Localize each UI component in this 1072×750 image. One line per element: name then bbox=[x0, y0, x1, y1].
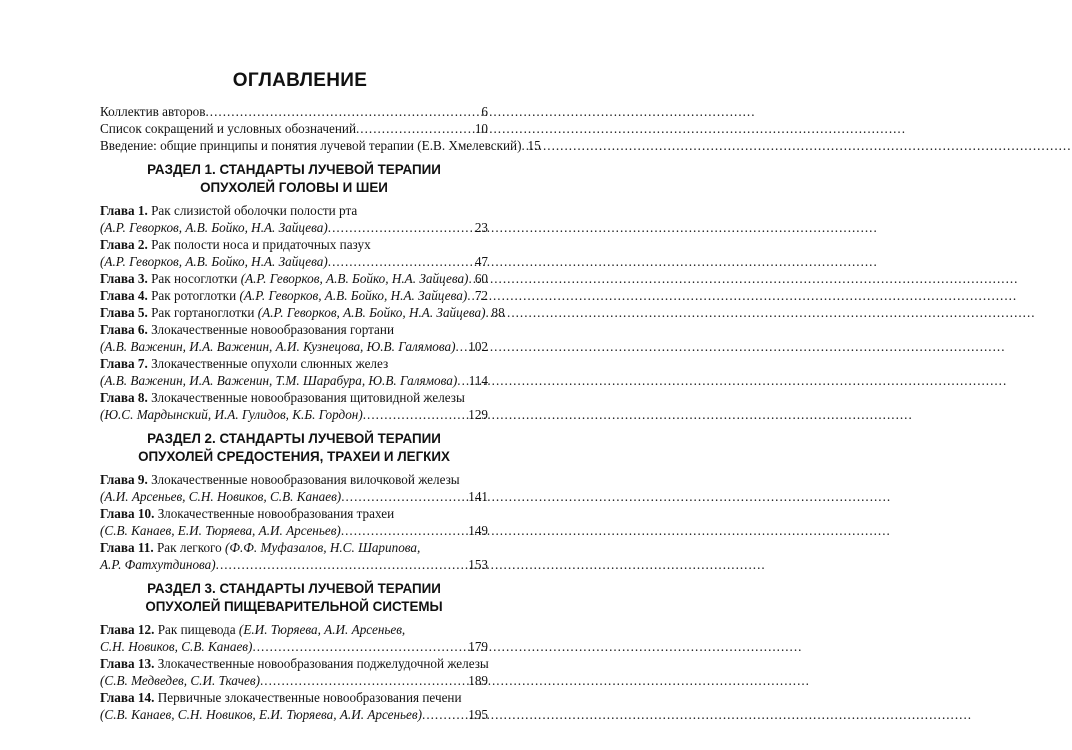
dot-leader bbox=[356, 120, 475, 137]
page-number: 102 bbox=[468, 339, 488, 354]
chapter-authors: (Ю.С. Мардынский, И.А. Гулидов, К.Б. Гордон) bbox=[100, 407, 363, 422]
chapter-entry[interactable] bbox=[100, 355, 488, 372]
chapter-entry[interactable] bbox=[100, 471, 488, 488]
page-number: 179 bbox=[468, 639, 488, 654]
toc-entry[interactable] bbox=[100, 103, 488, 120]
page-number: 129 bbox=[468, 407, 488, 422]
chapter-title: Первичные злокачественные новообразования печени bbox=[157, 690, 462, 705]
dot-leader bbox=[206, 103, 482, 120]
chapter-label: Глава 4. bbox=[100, 288, 148, 303]
chapter-label: Глава 6. bbox=[100, 322, 148, 337]
chapter-title-line bbox=[100, 287, 467, 304]
chapter-authors: (А.В. Важенин, И.А. Важенин, А.И. Кузнецова, Ю.В. Галямова) bbox=[100, 339, 456, 354]
table-of-contents bbox=[100, 103, 541, 723]
chapter-entry[interactable] bbox=[100, 655, 488, 672]
page-number: 153 bbox=[468, 557, 488, 572]
entry-title: Коллектив авторов bbox=[100, 104, 206, 119]
chapter-authors-line[interactable] bbox=[100, 219, 488, 236]
chapter-title-line bbox=[100, 539, 420, 556]
page-number: 149 bbox=[468, 523, 488, 538]
dot-leader bbox=[328, 253, 475, 270]
chapter-authors: (Е.И. Тюряева, А.И. Арсеньев, bbox=[238, 622, 406, 637]
chapter-title-line bbox=[100, 304, 486, 321]
chapter-entry[interactable] bbox=[100, 287, 488, 304]
sections-container bbox=[100, 161, 505, 723]
chapter-authors: (А.И. Арсеньев, С.Н. Новиков, С.В. Канаев) bbox=[100, 489, 342, 504]
chapter-authors-line[interactable] bbox=[100, 488, 488, 505]
entry-title: Введение: общие принципы и понятия лучевой терапии (Е.В. Хмелевский) bbox=[100, 138, 522, 153]
dot-leader bbox=[341, 522, 468, 539]
chapter-authors: (Ф.Ф. Муфазалов, Н.С. Шарипова, bbox=[225, 540, 421, 555]
page-number: 114 bbox=[468, 373, 488, 388]
chapter-authors-line[interactable] bbox=[100, 253, 488, 270]
chapter-title: Злокачественные новообразования щитовидной железы bbox=[151, 390, 465, 405]
dot-leader bbox=[341, 488, 468, 505]
dot-leader bbox=[422, 706, 468, 723]
chapter-authors: (А.Р. Геворков, А.В. Бойко, Н.А. Зайцева) bbox=[240, 271, 469, 286]
toc-title: ОГЛАВЛЕНИЕ bbox=[232, 70, 368, 91]
dot-leader bbox=[457, 372, 468, 389]
chapter-authors: А.Р. Фатхутдинова) bbox=[100, 557, 216, 572]
section-heading-line: РАЗДЕЛ 2. СТАНДАРТЫ ЛУЧЕВОЙ ТЕРАПИИ bbox=[147, 431, 441, 446]
page-number: 141 bbox=[468, 489, 488, 504]
chapter-authors-line[interactable] bbox=[100, 338, 488, 355]
section-heading-line: ОПУХОЛЕЙ СРЕДОСТЕНИЯ, ТРАХЕИ И ЛЕГКИХ bbox=[138, 449, 450, 464]
chapter-label: Глава 5. bbox=[100, 305, 148, 320]
chapter-label: Глава 9. bbox=[100, 472, 148, 487]
chapter-title: Рак пищевода bbox=[157, 622, 236, 637]
dot-leader bbox=[467, 287, 475, 304]
chapter-label: Глава 13. bbox=[100, 656, 155, 671]
chapter-title: Рак слизистой оболочки полости рта bbox=[151, 203, 358, 218]
dot-leader bbox=[252, 638, 468, 655]
page-number: 6 bbox=[481, 104, 488, 119]
chapter-title: Рак ротоглотки bbox=[151, 288, 237, 303]
page-number: 60 bbox=[474, 271, 488, 286]
dot-leader bbox=[216, 556, 469, 573]
chapter-title-line bbox=[100, 355, 388, 372]
chapter-entry[interactable] bbox=[100, 304, 505, 321]
chapter-entry[interactable] bbox=[100, 505, 488, 522]
chapter-title-line bbox=[100, 321, 394, 338]
chapter-title: Рак полости носа и придаточных пазух bbox=[151, 237, 371, 252]
chapter-title: Рак гортаноглотки bbox=[151, 305, 255, 320]
page-number: 72 bbox=[474, 288, 488, 303]
chapter-label: Глава 3. bbox=[100, 271, 148, 286]
chapter-title-line bbox=[100, 621, 405, 638]
dot-leader bbox=[455, 338, 468, 355]
chapter-title: Злокачественные новообразования трахеи bbox=[157, 506, 395, 521]
chapter-title: Злокачественные новообразования вилочковой железы bbox=[151, 472, 460, 487]
chapter-title: Злокачественные новообразования гортани bbox=[151, 322, 395, 337]
chapter-authors-line[interactable] bbox=[100, 556, 488, 573]
chapter-title-line bbox=[100, 689, 462, 706]
page-number: 10 bbox=[474, 121, 488, 136]
toc-entry[interactable] bbox=[100, 120, 488, 137]
chapter-label: Глава 2. bbox=[100, 237, 148, 252]
chapter-label: Глава 1. bbox=[100, 203, 148, 218]
page-number: 189 bbox=[468, 673, 488, 688]
section-heading bbox=[100, 161, 488, 197]
page-number: 88 bbox=[491, 305, 505, 320]
chapter-title: Злокачественные новообразования поджелудочной железы bbox=[157, 656, 489, 671]
section-heading bbox=[100, 430, 488, 466]
section-heading-line: ОПУХОЛЕЙ ПИЩЕВАРИТЕЛЬНОЙ СИСТЕМЫ bbox=[145, 599, 443, 614]
chapter-title-line bbox=[100, 270, 468, 287]
chapter-authors: (А.Р. Геворков, А.В. Бойко, Н.А. Зайцева) bbox=[100, 254, 328, 269]
page-number: 47 bbox=[474, 254, 488, 269]
chapter-label: Глава 14. bbox=[100, 690, 155, 705]
chapter-authors: (С.В. Канаев, С.Н. Новиков, Е.И. Тюряева, А.И. Арсеньев) bbox=[100, 707, 423, 722]
dot-leader bbox=[363, 406, 468, 423]
chapter-entry[interactable] bbox=[100, 236, 488, 253]
chapter-entry[interactable] bbox=[100, 539, 488, 556]
section-heading-line: ОПУХОЛЕЙ ГОЛОВЫ И ШЕИ bbox=[200, 180, 388, 195]
chapter-label: Глава 11. bbox=[100, 540, 154, 555]
chapter-label: Глава 12. bbox=[100, 622, 155, 637]
chapter-title-line bbox=[100, 505, 394, 522]
chapter-label: Глава 10. bbox=[100, 506, 155, 521]
section-heading bbox=[100, 580, 488, 616]
chapter-title: Рак носоглотки bbox=[151, 271, 238, 286]
chapter-authors: (А.Р. Геворков, А.В. Бойко, Н.А. Зайцева) bbox=[239, 288, 468, 303]
chapter-entry[interactable] bbox=[100, 621, 488, 638]
chapter-authors: С.Н. Новиков, С.В. Канаев) bbox=[100, 639, 253, 654]
dot-leader bbox=[260, 672, 468, 689]
toc-entry[interactable] bbox=[100, 137, 541, 154]
chapter-entry[interactable] bbox=[100, 202, 488, 219]
chapter-authors: (А.В. Важенин, И.А. Важенин, Т.М. Шарабура, Ю.В. Галямова) bbox=[100, 373, 458, 388]
chapter-authors: (А.Р. Геворков, А.В. Бойко, Н.А. Зайцева) bbox=[100, 220, 328, 235]
chapter-authors-line[interactable] bbox=[100, 522, 488, 539]
chapter-authors-line[interactable] bbox=[100, 372, 488, 389]
chapter-authors: (А.Р. Геворков, А.В. Бойко, Н.А. Зайцева) bbox=[257, 305, 486, 320]
page-number: 195 bbox=[468, 707, 488, 722]
chapter-authors-line[interactable] bbox=[100, 406, 488, 423]
chapter-entry[interactable] bbox=[100, 389, 488, 406]
chapter-authors-line[interactable] bbox=[100, 638, 488, 655]
chapter-title: Злокачественные опухоли слюнных желез bbox=[151, 356, 389, 371]
entry-title: Список сокращений и условных обозначений bbox=[100, 121, 356, 136]
chapter-authors: (С.В. Канаев, Е.И. Тюряева, А.И. Арсеньев) bbox=[100, 523, 341, 538]
chapter-label: Глава 7. bbox=[100, 356, 148, 371]
chapter-title-line bbox=[100, 655, 489, 672]
section-heading-line: РАЗДЕЛ 1. СТАНДАРТЫ ЛУЧЕВОЙ ТЕРАПИИ bbox=[147, 162, 441, 177]
chapter-authors: (С.В. Медведев, С.И. Ткачев) bbox=[100, 673, 260, 688]
chapter-authors-line[interactable] bbox=[100, 706, 488, 723]
chapter-title-line bbox=[100, 471, 460, 488]
chapter-title-line bbox=[100, 389, 465, 406]
chapter-title-line bbox=[100, 236, 371, 253]
chapter-label: Глава 8. bbox=[100, 390, 148, 405]
chapter-entry[interactable] bbox=[100, 321, 488, 338]
dot-leader bbox=[328, 219, 475, 236]
page-number: 23 bbox=[474, 220, 488, 235]
chapter-entry[interactable] bbox=[100, 689, 488, 706]
page-number: 15 bbox=[527, 138, 541, 153]
chapter-authors-line[interactable] bbox=[100, 672, 488, 689]
chapter-title-line bbox=[100, 202, 357, 219]
chapter-title: Рак легкого bbox=[156, 540, 222, 555]
chapter-entry[interactable] bbox=[100, 270, 488, 287]
section-heading-line: РАЗДЕЛ 3. СТАНДАРТЫ ЛУЧЕВОЙ ТЕРАПИИ bbox=[147, 581, 441, 596]
